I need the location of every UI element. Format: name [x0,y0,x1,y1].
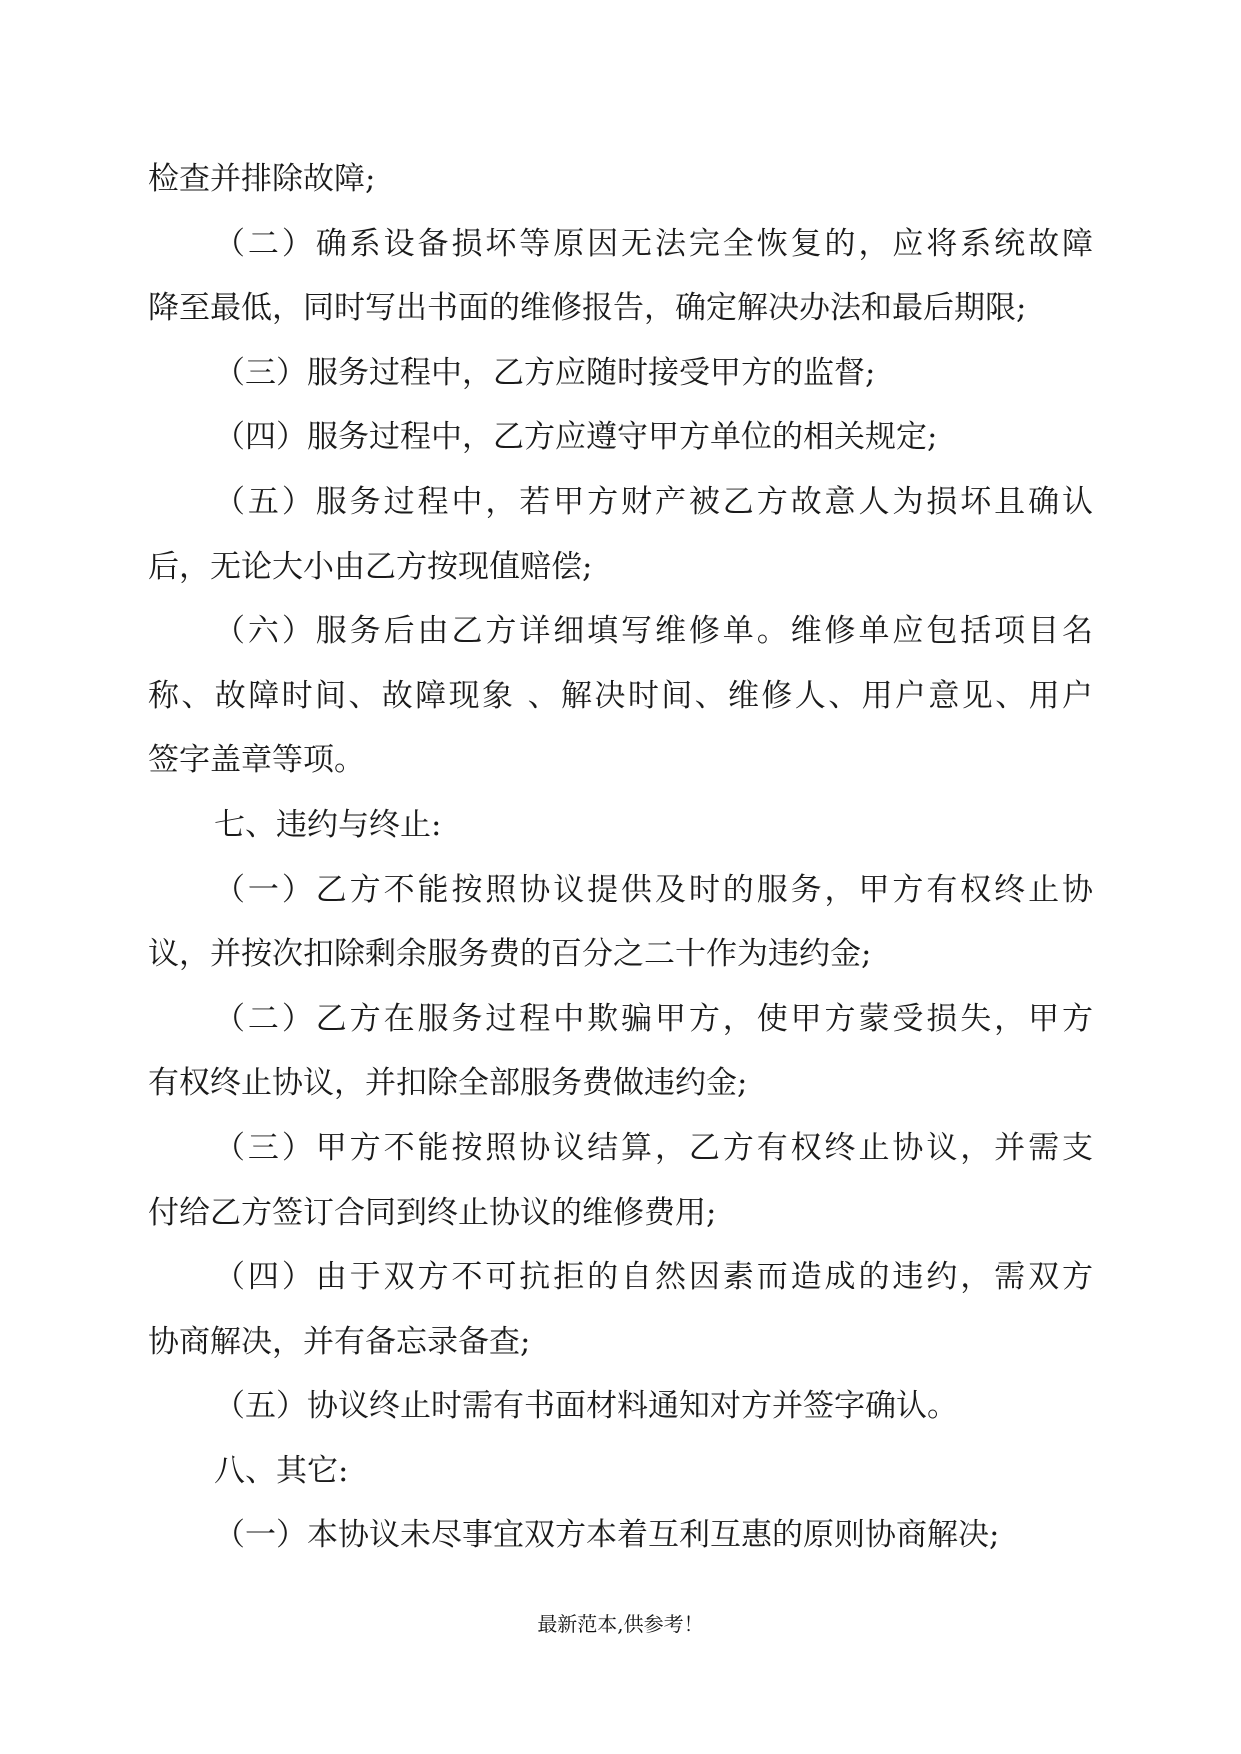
text-line: （二）乙方在服务过程中欺骗甲方，使甲方蒙受损失，甲方 [214,1000,1093,1037]
text-line: 有权终止协议，并扣除全部服务费做违约金; [148,1065,748,1102]
text-line: 协商解决，并有备忘录备查; [148,1323,531,1360]
text-line: （五）协议终止时需有书面材料通知对方并签字确认。 [214,1388,958,1425]
page-footer: 最新范本,供参考！ [537,1612,704,1636]
text-line: 称、故障时间、故障现象 、解决时间、维修人、用户意见、用户 [148,677,1093,714]
text-line: （三）甲方不能按照协议结算，乙方有权终止协议，并需支 [214,1129,1093,1166]
text-line: （三）服务过程中，乙方应随时接受甲方的监督; [214,354,876,391]
text-line: 签字盖章等项。 [148,742,365,779]
text-line: （四）服务过程中，乙方应遵守甲方单位的相关规定; [214,419,938,456]
text-line: （四）由于双方不可抗拒的自然因素而造成的违约，需双方 [214,1259,1093,1296]
text-line: （六）服务后由乙方详细填写维修单。维修单应包括项目名 [214,613,1093,650]
text-line: （一）乙方不能按照协议提供及时的服务，甲方有权终止协 [214,871,1093,908]
text-line: 七、违约与终止: [214,806,442,843]
text-line: 付给乙方签订合同到终止协议的维修费用; [148,1194,717,1231]
text-line: 议，并按次扣除剩余服务费的百分之二十作为违约金; [148,936,872,973]
text-line: 降至最低，同时写出书面的维修报告，确定解决办法和最后期限; [148,290,1027,327]
text-line: （一）本协议未尽事宜双方本着互利互惠的原则协商解决; [214,1517,1000,1554]
text-line: （二）确系设备损坏等原因无法完全恢复的，应将系统故障 [214,225,1093,262]
document-body [148,147,1093,1568]
text-line: 检查并排除故障; [148,161,376,197]
text-line: 八、其它: [214,1452,349,1489]
text-line: （五）服务过程中，若甲方财产被乙方故意人为损坏且确认 [214,483,1093,520]
text-line: 后，无论大小由乙方按现值赔偿; [148,548,593,585]
